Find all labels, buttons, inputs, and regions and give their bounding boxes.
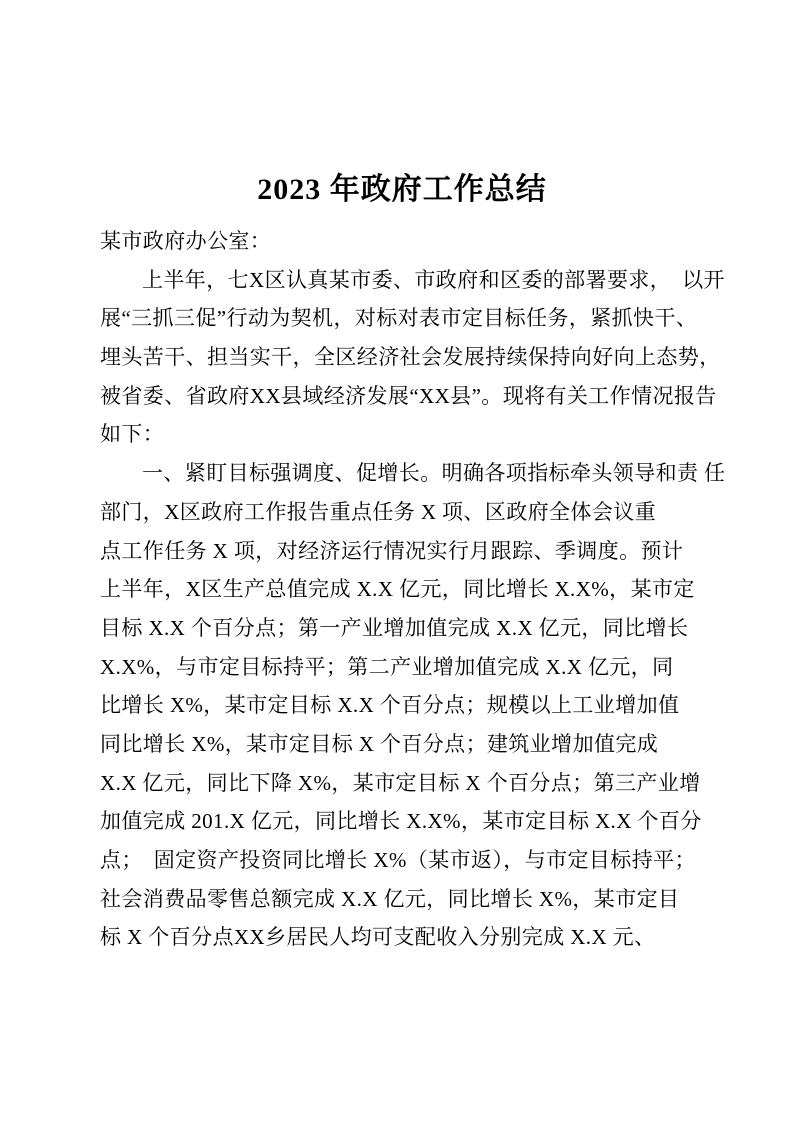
body-line: 同比增长 X%，某市定目标 X 个百分点；建筑业增加值完成	[100, 731, 659, 756]
body-line: 上半年，X区生产总值完成 X.X 亿元，同比增长 X.X%，某市定	[100, 577, 695, 602]
body-line: X.X 亿元，同比下降 X%，某市定目标 X 个百分点；第三产业增	[100, 770, 701, 795]
body-line: X.X%，与市定目标持平；第二产业增加值完成 X.X 亿元，同	[100, 654, 674, 679]
body-line: 如下：	[100, 422, 165, 447]
body-line: 埋头苦干、担当实干，全区经济社会发展持续保持向好向上态势，	[100, 345, 721, 370]
body-line: 被省委、省政府XX县域经济发展“XX县”。现将有关工作情况报告	[100, 383, 717, 408]
body-line: 目标 X.X 个百分点；第一产业增加值完成 X.X 亿元，同比增长	[100, 615, 689, 640]
body-line-section-heading: 一、紧盯目标强调度、促增长。明确各项指标牵头领导和责 任	[142, 461, 726, 486]
body-line: 比增长 X%，某市定目标 X.X 个百分点；规模以上工业增加值	[100, 693, 680, 718]
document-body	[100, 222, 726, 957]
body-line: 点工作任务 X 项，对经济运行情况实行月跟踪、季调度。预计	[100, 538, 684, 563]
salutation-line: 某市政府办公室：	[100, 229, 272, 253]
body-line: 部门，X区政府工作报告重点任务 X 项、区政府全体会议重	[100, 499, 657, 524]
body-line: 上半年，七X区认真某市委、市政府和区委的部署要求， 以开	[142, 267, 725, 292]
body-line: 社会消费品零售总额完成 X.X 亿元，同比增长 X%，某市定目	[100, 886, 680, 911]
document-title: 2023 年政府工作总结	[257, 173, 547, 206]
body-line: 点； 固定资产投资同比增长 X%（某市返），与市定目标持平；	[100, 848, 696, 872]
document-content	[100, 0, 726, 957]
body-line: 展“三抓三促”行动为契机，对标对表市定目标任务，紧抓快干、	[100, 306, 698, 331]
body-line: 加值完成 201.X 亿元，同比增长 X.X%，某市定目标 X.X 个百分	[100, 809, 702, 834]
body-line: 标 X 个百分点XX乡居民人均可支配收入分别完成 X.X 元、	[100, 925, 656, 950]
